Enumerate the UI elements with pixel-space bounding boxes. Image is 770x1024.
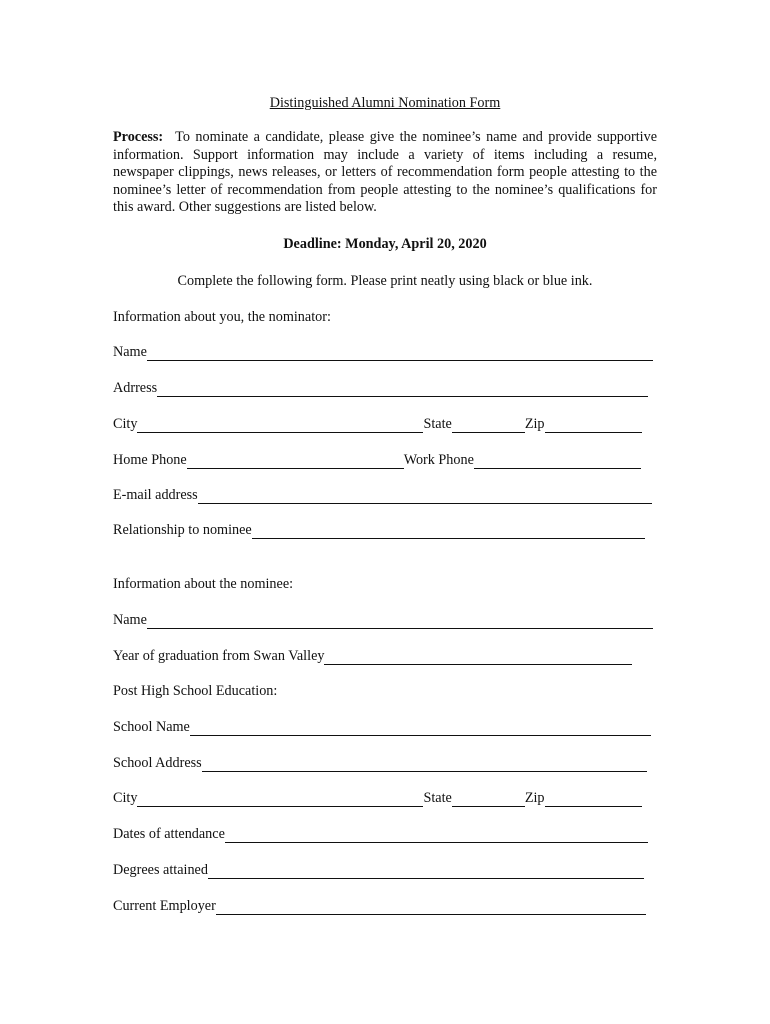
nominee-zip-label: Zip <box>524 790 545 806</box>
nominee-city-field[interactable] <box>137 792 423 807</box>
nominee-state-field[interactable] <box>452 792 525 807</box>
nominator-email-row <box>113 487 652 504</box>
home-phone-field[interactable] <box>187 454 404 469</box>
school-name-label: School Name <box>113 719 190 735</box>
relationship-field[interactable] <box>252 524 645 539</box>
grad-year-row <box>113 648 632 665</box>
email-label: E-mail address <box>113 487 198 503</box>
nominee-state-label: State <box>423 790 452 806</box>
nominator-state-field[interactable] <box>452 418 525 433</box>
work-phone-field[interactable] <box>474 454 641 469</box>
nominator-heading: Information about you, the nominator: <box>113 309 331 325</box>
nominator-address-label: Adrress <box>113 380 158 396</box>
nominator-name-row <box>113 344 653 361</box>
nominator-city-row <box>113 416 642 433</box>
home-phone-label: Home Phone <box>113 452 187 468</box>
nominator-name-label: Name <box>113 344 147 360</box>
nominee-heading: Information about the nominee: <box>113 576 294 592</box>
nominee-name-row <box>113 612 653 629</box>
nominee-zip-field[interactable] <box>545 792 642 807</box>
relationship-row <box>113 522 645 539</box>
school-address-label: School Address <box>113 755 202 771</box>
nominator-zip-field[interactable] <box>545 418 642 433</box>
instruction-text: Complete the following form. Please print neatly using black or blue ink. <box>177 273 593 289</box>
form-title: Distinguished Alumni Nomination Form <box>269 95 501 111</box>
grad-year-label: Year of graduation from Swan Valley <box>113 648 325 664</box>
email-field[interactable] <box>198 489 652 504</box>
deadline-text: Deadline: Monday, April 20, 2020 <box>283 236 487 252</box>
nominee-city-row <box>113 790 642 807</box>
degrees-field[interactable] <box>208 864 644 879</box>
nominator-name-field[interactable] <box>147 346 653 361</box>
nominator-state-label: State <box>423 416 452 432</box>
process-text: To nominate a candidate, please give the nominee’s name and provide supportive information. Support information may include a variety of items including a resume, newspaper clippings, news releases, or letters of recommendation form people attesting to the nominee’s letter of recommendation from people attesting to the nominee’s qualifications for this award. Other suggestions are listed below. <box>113 129 657 215</box>
nominator-city-field[interactable] <box>137 418 423 433</box>
work-phone-label: Work Phone <box>403 452 474 468</box>
employer-field[interactable] <box>216 900 646 915</box>
nominee-name-field[interactable] <box>147 614 653 629</box>
nominator-address-row <box>113 380 648 397</box>
degrees-label: Degrees attained <box>113 862 208 878</box>
relationship-label: Relationship to nominee <box>113 522 252 538</box>
grad-year-field[interactable] <box>324 650 632 665</box>
nominator-address-field[interactable] <box>157 382 648 397</box>
attendance-row <box>113 826 648 843</box>
process-label: Process: <box>113 129 164 145</box>
nominee-name-label: Name <box>113 612 147 628</box>
nominator-city-label: City <box>113 416 138 432</box>
post-hs-heading: Post High School Education: <box>113 683 278 699</box>
school-address-field[interactable] <box>202 757 647 772</box>
nominator-zip-label: Zip <box>524 416 545 432</box>
employer-label: Current Employer <box>113 898 216 914</box>
school-name-field[interactable] <box>190 721 651 736</box>
school-address-row <box>113 755 647 772</box>
employer-row <box>113 898 646 915</box>
nominator-phone-row <box>113 452 641 469</box>
nominee-city-label: City <box>113 790 138 806</box>
process-paragraph <box>113 129 657 217</box>
attendance-label: Dates of attendance <box>113 826 225 842</box>
school-name-row <box>113 719 651 736</box>
attendance-field[interactable] <box>225 828 648 843</box>
degrees-row <box>113 862 644 879</box>
